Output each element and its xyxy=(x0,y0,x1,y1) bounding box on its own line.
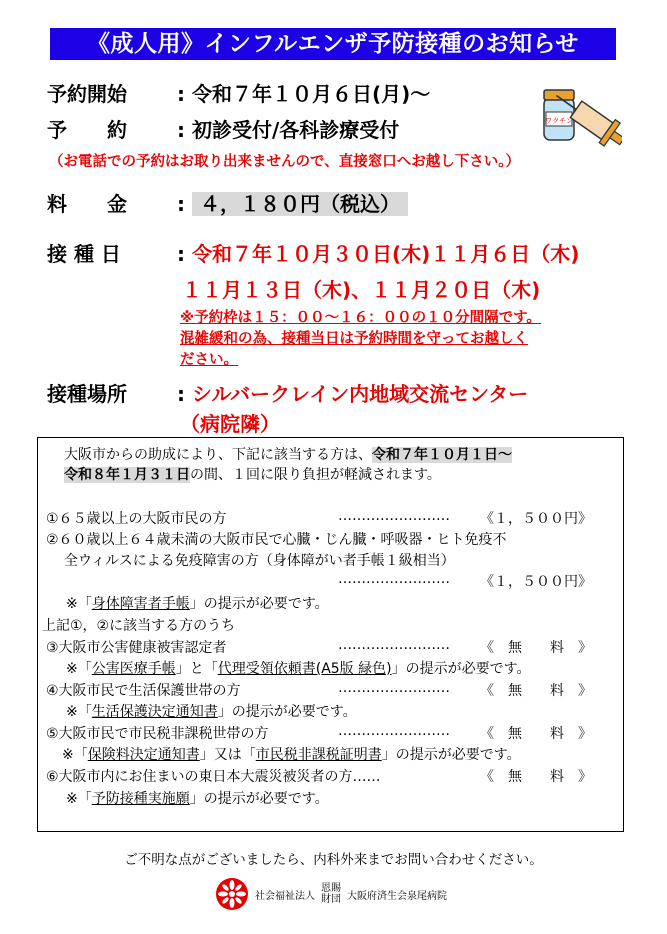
org-type: 社会福祉法人 xyxy=(255,890,315,902)
venue-line2: （病院隣） xyxy=(180,412,280,436)
dates-line2: １１月１３日（木)、１１月２０日（木) xyxy=(182,278,541,302)
vaccine-label: ワクチン xyxy=(545,117,573,125)
reservation-label: 予 約 xyxy=(47,118,127,142)
hospital-org xyxy=(215,874,447,914)
dates-note2: 混雑緩和の為、接種当日は予約時間を守ってお越しく xyxy=(180,331,528,347)
fee-value: ４，１８０円（税込） xyxy=(192,192,408,216)
item5-free: 《 無 料 》 xyxy=(480,726,592,742)
fee-label: 料 金 xyxy=(47,192,127,216)
reservation-row: 予 約 : 初診受付/各科診療受付 xyxy=(47,114,399,143)
reservation-start-label: 予約開始 xyxy=(47,82,127,106)
item6-note: ※「予防接種実施願」の提示が必要です。 xyxy=(66,791,329,807)
item1: ①６５歳以上の大阪市民の方 xyxy=(46,511,227,527)
item2-price: 《１，５００円》 xyxy=(480,574,592,590)
item4-free: 《 無 料 》 xyxy=(480,683,592,699)
dates-row: 接 種 日 : 令和７年１０月３０日(木)１１月６日（木) xyxy=(47,238,579,267)
item1-dots: …………………… xyxy=(338,508,450,524)
subsidy-info-box xyxy=(37,437,624,832)
item3-dots: …………………… xyxy=(338,637,450,653)
item3: ③大阪市公害健康被害認定者 xyxy=(46,640,227,656)
dates-label: 接 種 日 xyxy=(47,242,121,266)
fee-row: 料 金 : ４，１８０円（税込） xyxy=(47,188,408,217)
page-title: 《成人用》インフルエンザ予防接種のお知らせ xyxy=(50,28,616,60)
item3-free: 《 無 料 》 xyxy=(480,640,592,656)
subheading: 上記①，②に該当する方のうち xyxy=(42,618,236,634)
phone-note: （お電話での予約はお取り出来ませんので、直接窓口へお越し下さい。） xyxy=(49,154,520,170)
reservation-value: 初診受付/各科診療受付 xyxy=(192,118,400,142)
reservation-start-row: 予約開始 : 令和７年１０月６日(月)～ xyxy=(47,78,430,107)
venue-line1: シルバークレイン内地域交流センター xyxy=(192,382,529,406)
item2-note: ※「身体障害者手帳」の提示が必要です。 xyxy=(66,596,329,612)
org-name: 大阪府済生会泉尾病院 xyxy=(347,890,447,902)
item2-line2: 全ウィルスによる免疫障害の方（身体障がい者手帳１級相当） xyxy=(64,553,455,569)
reservation-start-value: 令和７年１０月６日(月)～ xyxy=(192,82,431,106)
hospital-logo-icon xyxy=(215,877,249,911)
item4-note: ※「生活保護決定通知書」の提示が必要です。 xyxy=(66,704,357,720)
intro-line1: 大阪市からの助成により、下記に該当する方は、令和７年１０月１日～ xyxy=(64,447,512,463)
item6: ⑥大阪市内にお住まいの東日本大震災被災者の方…… xyxy=(46,769,381,785)
org-foundation: 恩賜 財団 xyxy=(321,883,341,905)
item2-dots: …………………… xyxy=(338,571,450,587)
dates-line1: 令和７年１０月３０日(木)１１月６日（木) xyxy=(192,242,580,266)
item5-dots: …………………… xyxy=(338,723,450,739)
dates-note1: ※予約枠は１５：００～１６：００の１０分間隔です。 xyxy=(180,310,541,326)
venue-label: 接種場所 xyxy=(47,382,127,406)
vaccine-syringe-icon xyxy=(530,68,622,156)
item1-price: 《１，５００円》 xyxy=(480,511,592,527)
item2-line1: ②６０歳以上６４歳未満の大阪市民で心臓・じん臓・呼吸器・ヒト免疫不 xyxy=(46,532,507,548)
item5: ⑤大阪市民で市民税非課税世帯の方 xyxy=(46,726,269,742)
item4-dots: …………………… xyxy=(338,680,450,696)
item3-note: ※「公害医療手帳」と「代理受領依頼書(A5版 緑色)」の提示が必要です。 xyxy=(66,661,531,677)
item4: ④大阪市民で生活保護世帯の方 xyxy=(46,683,241,699)
intro-line2: 令和８年１月３１日の間、１回に限り負担が軽減されます。 xyxy=(64,467,441,483)
contact-footer: ご不明な点がございましたら、内科外来までお問い合わせください。 xyxy=(124,852,543,868)
venue-row: 接種場所 : シルバークレイン内地域交流センター xyxy=(47,378,528,407)
item5-note: ※「保険料決定通知書」又は「市民税非課税証明書」の提示が必要です。 xyxy=(62,747,521,763)
dates-note3: ださい。 xyxy=(180,352,238,368)
item6-free: 《 無 料 》 xyxy=(480,769,592,785)
